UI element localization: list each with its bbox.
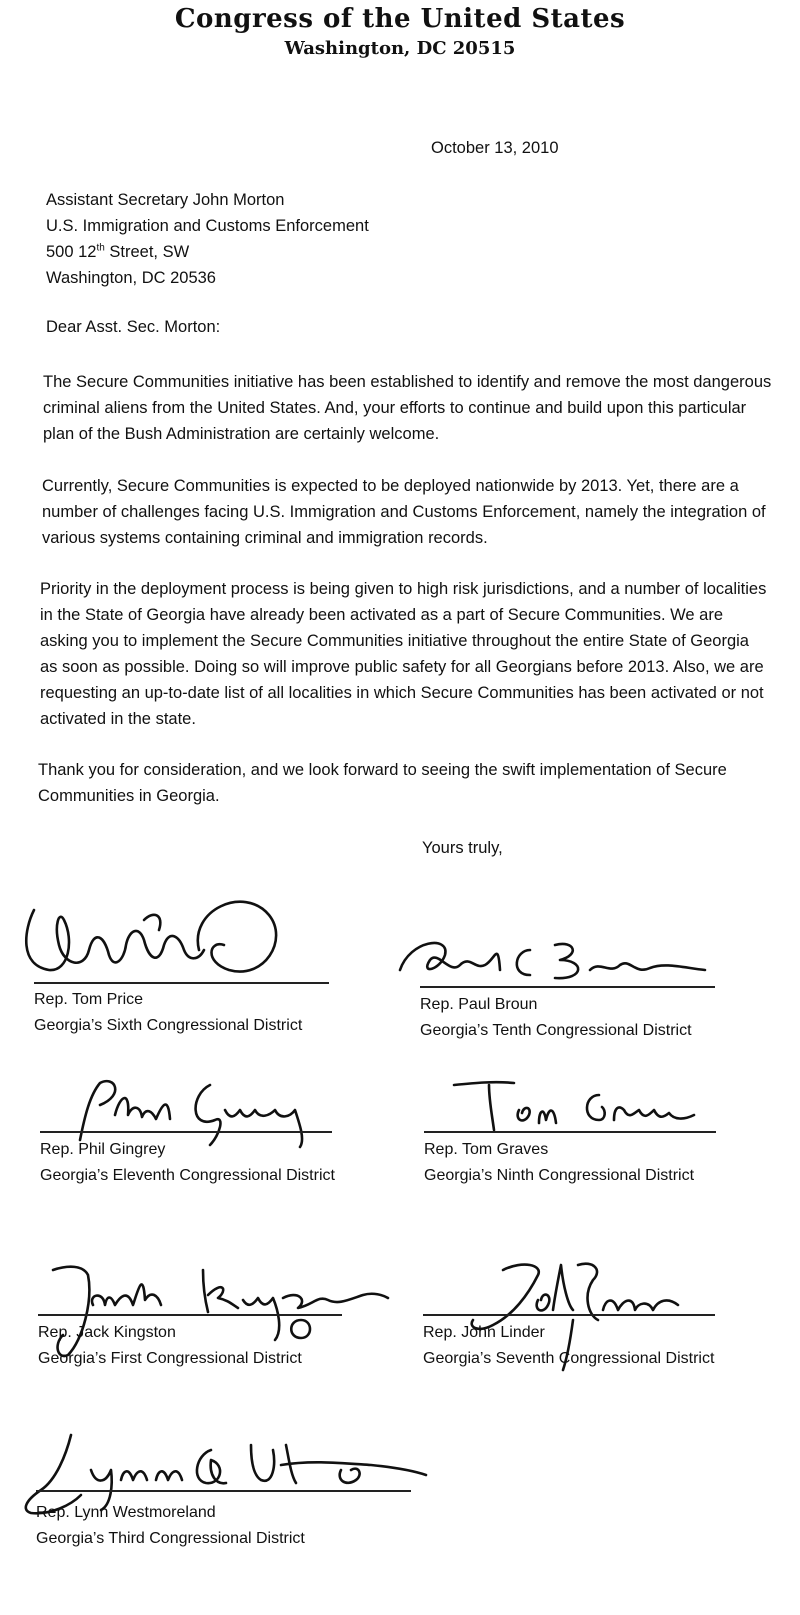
body-paragraph-1: The Secure Communities initiative has been established to identify and remove the most dangerous criminal aliens from the United States. And, your efforts to continue and build upon this particular plan of the Bush Administration are certainly welcome. — [43, 373, 772, 443]
recipient-name: Assistant Secretary John Morton — [46, 191, 285, 209]
body-paragraph-4: Thank you for consideration, and we look forward to seeing the swift implementation of Secure Communities in Georgia. — [38, 761, 727, 805]
signatory-district: Georgia’s Tenth Congressional District — [420, 1022, 692, 1039]
signature-block-gingrey — [40, 1075, 340, 1195]
signatory-district: Georgia’s Seventh Congressional District — [423, 1350, 715, 1367]
signatory-district: Georgia’s Ninth Congressional District — [424, 1167, 695, 1184]
signatory-name: Rep. Tom Graves — [424, 1141, 549, 1158]
signature-line — [40, 1131, 332, 1133]
signature-line — [424, 1131, 716, 1133]
signature-block-kingston — [38, 1260, 338, 1380]
signatory-name: Rep. John Linder — [423, 1324, 545, 1341]
signature-line — [34, 982, 329, 984]
closing: Yours truly, — [422, 839, 503, 857]
recipient-address — [46, 187, 369, 291]
body-paragraph-3: Priority in the deployment process is being given to high risk jurisdictions, and a number of localities in the State of Georgia have already been activated as a part of Secure Communities. We are asking you to implement the Secure Communities initiative throughout the entire State of Georgia as soon as possible. Doing so will improve public safety for all Georgians before 2013. Also, we are requesting an up-to-date list of all localities in which Secure Communities has been activated or not activated in the state. — [40, 580, 767, 728]
signature-block-price — [34, 890, 334, 1050]
letterhead-title: Congress of the United States — [174, 4, 626, 34]
signatory-district: Georgia’s Sixth Congressional District — [34, 1017, 303, 1034]
signature-line — [423, 1314, 715, 1316]
signatory-name: Rep. Jack Kingston — [38, 1324, 176, 1341]
signature-price — [14, 890, 314, 985]
signature-line — [36, 1490, 411, 1492]
signatory-district: Georgia’s Third Congressional District — [36, 1530, 305, 1547]
recipient-city: Washington, DC 20536 — [46, 269, 216, 287]
signature-block-graves — [424, 1075, 724, 1195]
recipient-agency: U.S. Immigration and Customs Enforcement — [46, 217, 369, 235]
signatory-name: Rep. Lynn Westmoreland — [36, 1504, 216, 1521]
signature-broun — [390, 930, 720, 990]
recipient-street: 500 12th Street, SW — [46, 242, 190, 261]
signatory-name: Rep. Phil Gingrey — [40, 1141, 166, 1158]
letterhead-subtitle: Washington, DC 20515 — [284, 38, 516, 59]
signature-graves — [444, 1075, 714, 1135]
salutation: Dear Asst. Sec. Morton: — [46, 318, 221, 336]
signature-block-linder — [423, 1260, 723, 1380]
signature-block-broun — [420, 930, 720, 1050]
signatory-district: Georgia’s Eleventh Congressional District — [40, 1167, 335, 1184]
letter-date: October 13, 2010 — [431, 139, 559, 157]
signatory-name: Rep. Tom Price — [34, 991, 144, 1008]
body-paragraph-2: Currently, Secure Communities is expected to be deployed nationwide by 2013. Yet, there are a number of challenges facing U.S. Immigration and Customs Enforcement, namely the integration of various systems containing criminal and immigration records. — [42, 477, 766, 547]
signature-line — [38, 1314, 342, 1316]
signature-line — [420, 986, 715, 988]
signatory-district: Georgia’s First Congressional District — [38, 1350, 302, 1367]
signatory-name: Rep. Paul Broun — [420, 996, 538, 1013]
signature-block-westmoreland — [36, 1430, 336, 1560]
